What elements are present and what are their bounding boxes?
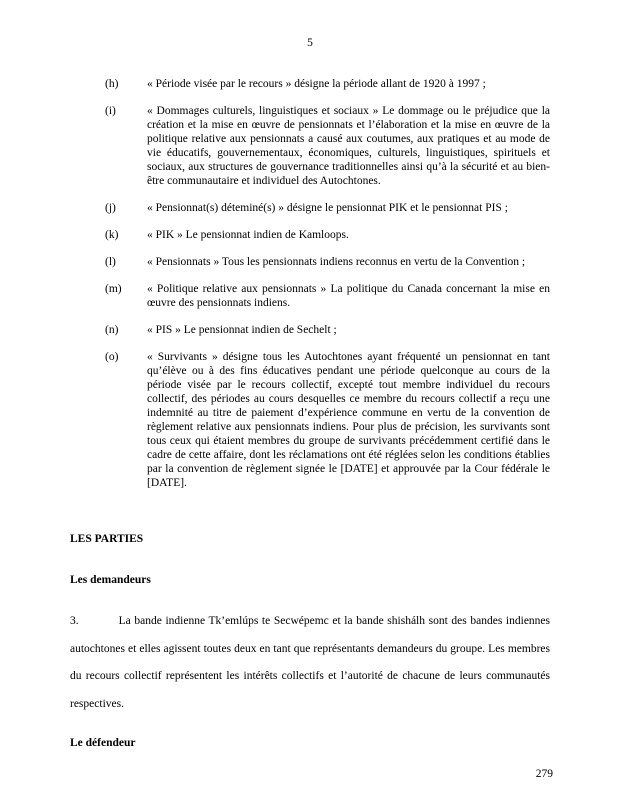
definition-text: « Dommages culturels, linguistiques et sociaux » Le dommage ou le préjudice que la création et la mise en œuvre de pensionnats et l’élaboration et la mise en œuvre de la politique relative aux pensionnats a causé aux coutumes, aux pratiques et au mode de vie éducatifs, gouvernementaux, économiques, culturels, linguistiques, spirituels et sociaux, aux structures de gouvernance traditionnelles ainsi qu’à la sécurité et au bien-être communautaire et individuel des Autochtones.	[147, 105, 550, 187]
paragraph-3-number: 3.	[70, 615, 79, 627]
definition-label: (k)	[105, 229, 119, 241]
definition-text: « Politique relative aux pensionnats » La politique du Canada concernant la mise en œuvre des pensionnats indiens.	[147, 283, 550, 309]
definition-label: (l)	[105, 256, 116, 268]
definition-item-m	[105, 282, 550, 310]
definition-label: (i)	[105, 105, 116, 117]
definition-item-i	[105, 104, 550, 188]
definition-label: (o)	[105, 351, 119, 363]
definitions-list	[105, 77, 550, 490]
definition-text: « PIS » Le pensionnat indien de Sechelt ;	[147, 324, 337, 336]
definition-label: (h)	[105, 78, 119, 90]
definition-item-l	[105, 255, 550, 269]
definition-text: « Période visée par le recours » désigne la période allant de 1920 à 1997 ;	[147, 78, 486, 90]
definition-label: (n)	[105, 324, 119, 336]
paragraph-3	[70, 608, 550, 718]
definition-item-j	[105, 201, 550, 215]
paragraph-3-text: La bande indienne Tk’emlúps te Secwépemc et la bande shishálh sont des bandes indiennes autochtones et elles agissent toutes deux en tant que représentants demandeurs du groupe. Les membres du recours collectif représentent les intérêts collectifs et l’autorité de chacune de leurs communautés respectives.	[70, 615, 550, 710]
parties-section-heading: LES PARTIES	[70, 533, 144, 545]
header-page-number: 5	[307, 37, 313, 49]
definition-text: « Pensionnat(s) déteminé(s) » désigne le pensionnat PIK et le pensionnat PIS ;	[147, 202, 508, 214]
footer-page-number: 279	[535, 768, 553, 780]
definition-item-h	[105, 77, 550, 91]
definition-label: (j)	[105, 202, 116, 214]
definition-text: « Survivants » désigne tous les Autochtones ayant fréquenté un pensionnat en tant qu’élève ou à des fins éducatives pendant une période quelconque au cours de la période visée par le recours collectif, excepté tout membre individuel du recours collectif, des périodes au cours desquelles ce membre du recours collectif a reçu une indemnité au titre de paiement d’expérience commune en vertu de la convention de règlement relative aux pensionnats indiens. Pour plus de précision, les survivants sont tous ceux qui étaient membres du groupe de survivants précédemment certifié dans le cadre de cette affaire, dont les réclamations ont été réglées selon les conditions établies par la convention de règlement signée le [DATE] et approuvée par la Cour fédérale le [DATE].	[147, 351, 550, 489]
definition-item-n	[105, 323, 550, 337]
definition-item-o	[105, 350, 550, 490]
definition-item-k	[105, 228, 550, 242]
definition-label: (m)	[105, 283, 122, 295]
defendant-subheading: Le défendeur	[70, 737, 136, 749]
plaintiffs-subheading: Les demandeurs	[70, 574, 151, 586]
definition-text: « Pensionnats » Tous les pensionnats indiens reconnus en vertu de la Convention ;	[147, 256, 526, 268]
definition-text: « PIK » Le pensionnat indien de Kamloops.	[147, 229, 349, 241]
